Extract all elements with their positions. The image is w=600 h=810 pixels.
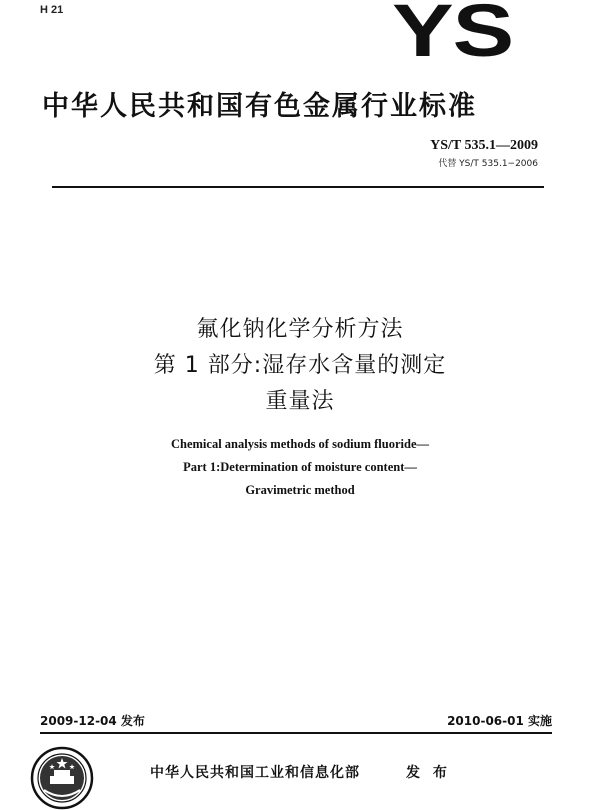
header-divider [52,186,544,188]
ys-logo: YS [392,0,513,72]
chinese-title-line-3: 重量法 [265,389,335,414]
replaces-standard: 代替 YS/T 535.1−2006 [438,159,538,169]
issuing-authority: 中华人民共和国工业和信息化部 [150,765,360,781]
ccs-code: H 21 [40,4,64,16]
industry-standard-title: 中华人民共和国有色金属行业标准 [42,91,477,122]
standard-number: YS/T 535.1—2009 [430,138,538,153]
chinese-title-line-2: 第 1 部分:湿存水含量的测定 [153,353,447,378]
english-title-line-2: Part 1:Determination of moisture content— [183,460,417,474]
implementation-date: 2010-06-01 实施 [447,714,552,728]
english-title-line-3: Gravimetric method [245,483,355,497]
issue-word: 发 布 [406,765,451,781]
issue-date: 2009-12-04 发布 [40,714,145,728]
national-emblem-seal-icon [30,746,94,810]
english-title-line-1: Chemical analysis methods of sodium fluoride— [170,437,429,451]
chinese-title-line-1: 氟化钠化学分析方法 [196,317,404,342]
footer-divider [40,732,552,734]
